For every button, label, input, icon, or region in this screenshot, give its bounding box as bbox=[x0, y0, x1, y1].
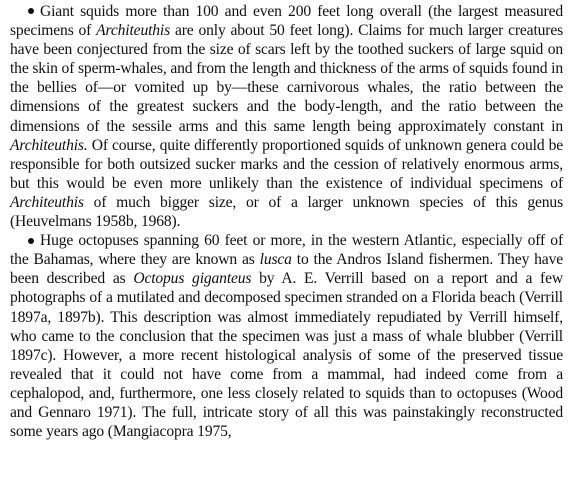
italic-run: Architeuthis. bbox=[10, 136, 88, 154]
text-run: to the Andros Island fishermen. They have been described as bbox=[10, 251, 563, 288]
text-run: Huge octopuses spanning 60 feet or more, in the western Atlantic, especially off of the Bahamas, where they are known as bbox=[10, 232, 563, 269]
italic-run: Architeuthis bbox=[10, 193, 84, 211]
paragraph-huge-octopuses bbox=[10, 231, 563, 441]
italic-run: Octopus giganteus bbox=[133, 270, 252, 288]
italic-run: Architeuthis bbox=[96, 22, 171, 40]
text-run: are only about 50 feet long). Claims for much larger creatures have been conjectured from the size of scars left by the toothed suckers of large squid on the skin of sperm-whales, and from the length and thickness of the arms of squids found in the bellies of—or vomited up by—these carnivorous whales, the ratio between the dimensions of the greatest suckers and the body-length, and the ratio between the dimensions of the sessile arms and this same length being approximately constant in bbox=[10, 22, 564, 135]
bullet-icon bbox=[28, 238, 34, 244]
text-run: by A. E. Verrill based on a report and a few photographs of a mutilated and decomposed specimen stranded on a Florida beach (Verrill 1897a, 1897b). This description was almost immediately repudiated by Verrill himself, who came to the conclusion that the specimen was just a mass of whale blubber (Verrill 1897c). However, a more recent histological analysis of some of the preserved tissue revealed that it could not have come from a mammal, had indeed come from a cephalopod, and, furthermore, one less closely related to squids than to octopuses (Wood and Gennaro 1971). The full, intricate story of all this was painstakingly reconstructed some years ago (Mangiacopra 1975, bbox=[10, 270, 563, 441]
bullet-icon bbox=[28, 8, 34, 14]
text-run: of much bigger size, or of a larger unknown species of this genus (Heuvelmans 1958b, 1968). bbox=[10, 193, 563, 231]
italic-run: lusca bbox=[259, 251, 292, 269]
text-run: Of course, quite differently proportioned squids of unknown genera could be responsible for both outsized sucker marks and the cession of relatively enormous arms, but this would be even more unlikely than the existence of individual specimens of bbox=[10, 136, 563, 192]
text-run: Giant squids more than 100 and even 200 feet long overall (the largest measured specimens of bbox=[10, 3, 563, 40]
paragraph-giant-squids bbox=[10, 2, 563, 231]
